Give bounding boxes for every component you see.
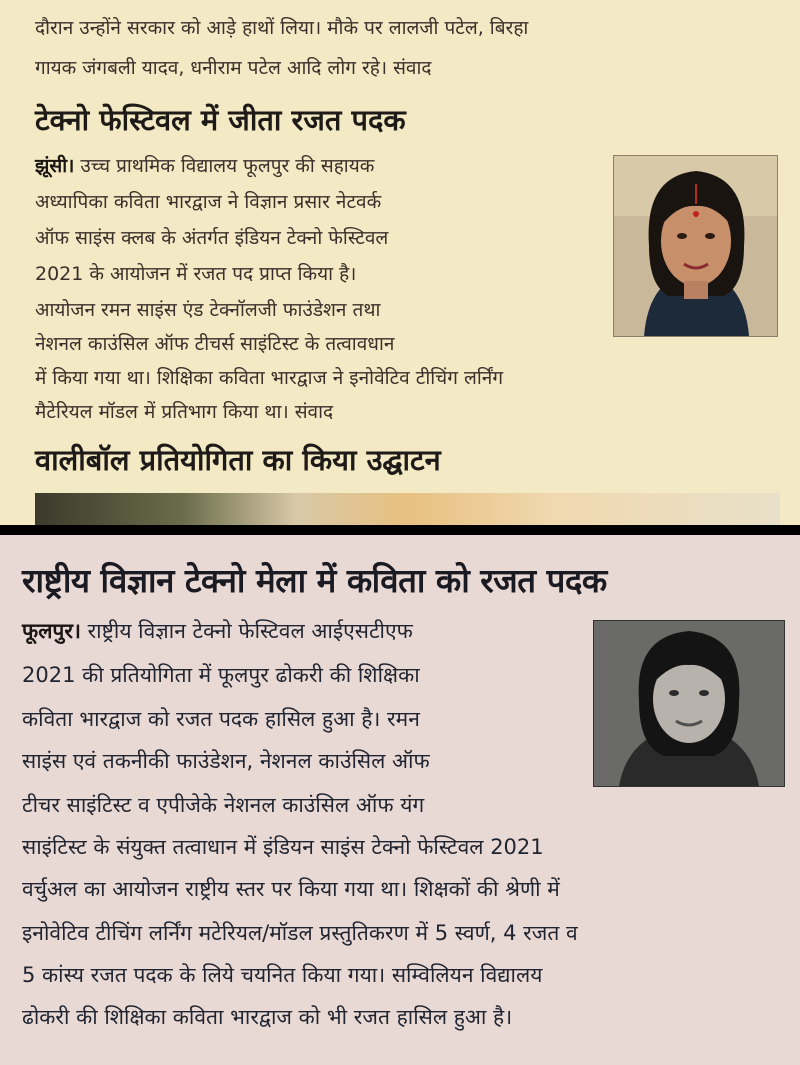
next-headline: वालीबॉल प्रतियोगिता का किया उद्घाटन <box>35 443 441 477</box>
body2-line-9: 5 कांस्य रजत पदक के लिये चयनित किया गया। सम्विलियन विद्यालय <box>22 963 543 987</box>
body2-line-4: साइंस एवं तकनीकी फाउंडेशन, नेशनल काउंसिल ऑफ <box>22 749 430 773</box>
dateline-bottom: फूलपुर। <box>22 619 81 643</box>
body-line-5: आयोजन रमन साइंस एंड टेक्नॉलजी फाउंडेशन तथा <box>35 299 381 321</box>
headline-top: टेक्नो फेस्टिवल में जीता रजत पदक <box>35 103 406 137</box>
next-article-photo-strip <box>35 493 780 525</box>
body-line-4: 2021 के आयोजन में रजत पद प्राप्त किया है। <box>35 263 357 285</box>
body2-line-2: 2021 की प्रतियोगिता में फूलपुर ढोकरी की शिक्षिका <box>22 663 420 687</box>
body-line-6: नेशनल काउंसिल ऑफ टीचर्स साइंटिस्ट के तत्वावधान <box>35 333 395 355</box>
body2-line-7: वर्चुअल का आयोजन राष्ट्रीय स्तर पर किया गया था। शिक्षकों की श्रेणी में <box>22 877 560 901</box>
body2-line-1: फूलपुर। राष्ट्रीय विज्ञान टेक्नो फेस्टिवल आईएसटीएफ <box>22 619 413 643</box>
body2-line-8: इनोवेटिव टीचिंग लर्निंग मटेरियल/मॉडल प्रस्तुतिकरण में 5 स्वर्ण, 4 रजत व <box>22 921 578 945</box>
body-line-2: अध्यापिका कविता भारद्वाज ने विज्ञान प्रसार नेटवर्क <box>35 191 382 213</box>
newspaper-clipping-bottom <box>0 535 800 1065</box>
body2-line-10: ढोकरी की शिक्षिका कविता भारद्वाज को भी रजत हासिल हुआ है। <box>22 1005 513 1029</box>
portrait-photo-bottom <box>593 620 785 787</box>
body2-line-3: कविता भारद्वाज को रजत पदक हासिल हुआ है। रमन <box>22 707 420 731</box>
intro-line-1: दौरान उन्होंने सरकार को आड़े हाथों लिया। मौके पर लालजी पटेल, बिरहा <box>35 17 529 39</box>
body-line-1: झूंसी। उच्च प्राथमिक विद्यालय फूलपुर की सहायक <box>35 155 375 177</box>
body-line-8: मैटेरियल मॉडल में प्रतिभाग किया था। संवाद <box>35 401 334 423</box>
intro-line-2: गायक जंगबली यादव, धनीराम पटेल आदि लोग रहे। संवाद <box>35 57 432 79</box>
headline-bottom: राष्ट्रीय विज्ञान टेक्नो मेला में कविता को रजत पदक <box>22 561 607 600</box>
body2-line-6: साइंटिस्ट के संयुक्त तत्वाधान में इंडियन साइंस टेक्नो फेस्टिवल 2021 <box>22 835 544 859</box>
portrait-photo-top <box>613 155 778 337</box>
portrait-illustration-bw <box>594 621 784 786</box>
body-line-7: में किया गया था। शिक्षिका कविता भारद्वाज ने इनोवेटिव टीचिंग लर्निंग <box>35 367 504 389</box>
portrait-illustration <box>614 156 777 336</box>
body-line-3: ऑफ साइंस क्लब के अंतर्गत इंडियन टेक्नो फेस्टिवल <box>35 227 389 249</box>
newspaper-clipping-top <box>0 0 800 525</box>
dateline-top: झूंसी। <box>35 155 75 177</box>
body2-line-5: टीचर साइंटिस्ट व एपीजेके नेशनल काउंसिल ऑफ यंग <box>22 793 425 817</box>
